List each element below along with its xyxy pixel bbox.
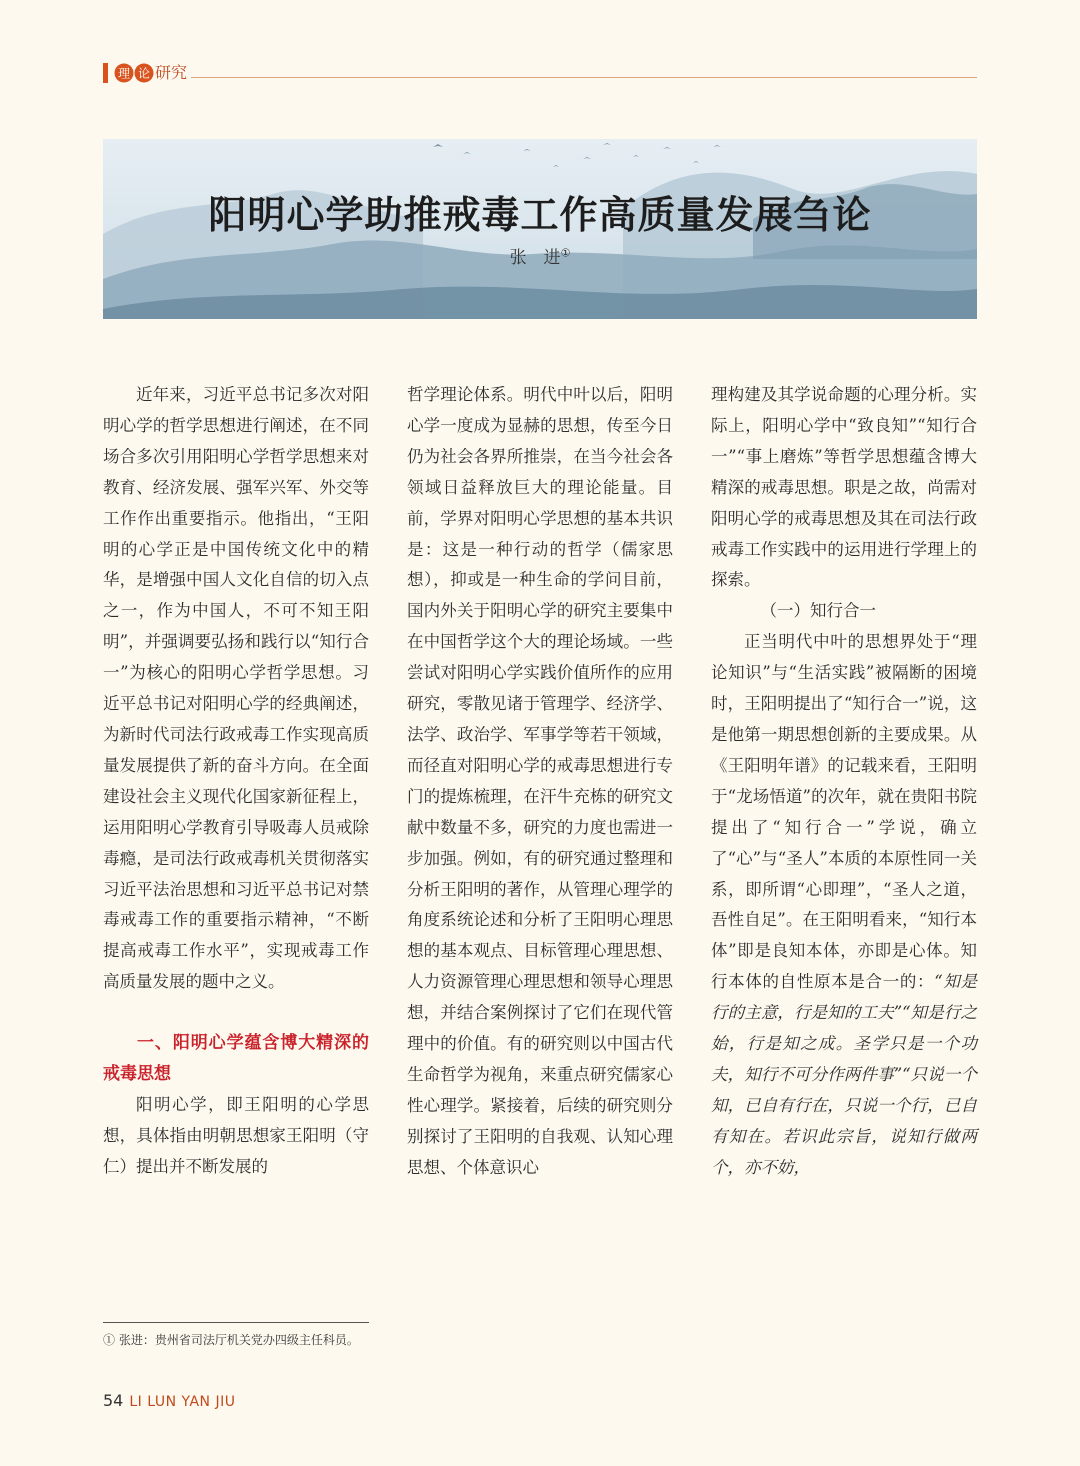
paragraph-continued: 哲学理论体系。明代中叶以后，阳明心学一度成为显赫的思想，传至今日仍为社会各界所推崇，在当今社会各领域日益释放巨大的理论能量。目前，学界对阳明心学思想的基本共识是：这是一种行动的哲学（儒家思想），抑或是一种生命的学问目前，国内外关于阳明心学的研究主要集中在中国哲学这个大的理论场域。一些尝试对阳明心学实践价值所作的应用研究，零散见诸于管理学、经济学、法学、政治学、军事学等若干领域，而径直对阳明心学的戒毒思想进行专门的提炼梳理，在汗牛充栋的研究文献中数量不多，研究的力度也需进一步加强。例如，有的研究通过整理和分析王阳明的著作，从管理心理学的角度系统论述和分析了王阳明心理思想的基本观点、目标管理心理思想、人力资源管理心理思想和领导心理思想，并结合案例探讨了它们在现代管理中的价值。有的研究则以中国古代生命哲学为视角，来重点研究儒家心性心理学。紧接着，后续的研究则分别探讨了王阳明的自我观、认知心理思想、个体意识心: [407, 385, 673, 1177]
svg-text:理: 理: [117, 66, 131, 81]
article-title: 阳明心学助推戒毒工作高质量发展刍论: [208, 193, 872, 237]
text-column-1: [103, 380, 369, 1183]
page-header: [103, 62, 977, 86]
paragraph-intro: 近年来，习近平总书记多次对阳明心学的哲学思想进行阐述，在不同场合多次引用阳明心学哲学思想来对教育、经济发展、强军兴军、外交等工作作出重要指示。他指出，“王阳明的心学正是中国传统文化中的精华，是增强中国人文化自信的切入点之一，作为中国人，不可不知王阳明”，并强调要弘扬和践行以“知行合一”为核心的阳明心学哲学思想。习近平总书记对阳明心学的经典阐述，为新时代司法行政戒毒工作实现高质量发展提供了新的奋斗方向。在全面建设社会主义现代化国家新征程上，运用阳明心学教育引导吸毒人员戒除毒瘾，是司法行政戒毒机关贯彻落实习近平法治思想和习近平总书记对禁毒戒毒工作的重要指示精神，“不断提高戒毒工作水平”，实现戒毒工作高质量发展的题中之义。: [103, 385, 369, 992]
journal-name: LI LUN YAN JIU: [129, 1394, 236, 1410]
footnote-rule: [103, 1322, 369, 1323]
footnote-marker: ①: [560, 246, 571, 260]
page-number: 54: [103, 1391, 124, 1410]
header-rule: [191, 77, 977, 78]
paragraph-zhixingheyi: [711, 627, 977, 1183]
journal-logo-icon: [114, 63, 156, 83]
quotation: “知是行的主意，行是知的工夫”“知是行之始，行是知之成。圣学只是一个功夫，知行不可分作两件事”“只说一个知，已自有行在，只说一个行，已自有知在。若识此宗旨，说知行做两个，亦不妨，: [711, 972, 978, 1177]
author-name: 张 进: [509, 248, 561, 268]
title-banner: [103, 139, 977, 319]
footnote: ① 张进：贵州省司法厅机关党办四级主任科员。: [103, 1333, 359, 1347]
subsection-heading: （一）知行合一: [760, 601, 876, 621]
section-label: 研究: [155, 63, 188, 82]
svg-text:论: 论: [137, 66, 151, 81]
section-heading-1: 一、阳明心学蕴含博大精深的戒毒思想: [103, 1033, 369, 1085]
paragraph-section1-start: 阳明心学，即王阳明的心学思想，具体指由明朝思想家王阳明（守仁）提出并不断发展的: [103, 1094, 369, 1176]
paragraph-continued-2: 理构建及其学说命题的心理分析。实际上，阳明心学中“致良知”“知行合一”“事上磨炼”等哲学思想蕴含博大精深的戒毒思想。职是之故，尚需对阳明心学的戒毒思想及其在司法行政戒毒工作实践中的运用进行学理上的探索。: [711, 385, 977, 590]
paragraph-body: 正当明代中叶的思想界处于“理论知识”与“生活实践”被隔断的困境时，王阳明提出了“知行合一”说，这是他第一期思想创新的主要成果。从《王阳明年谱》的记载来看，王阳明于“龙场悟道”的次年，就在贵阳书院提出了“知行合一”学说，确立了“心”与“圣人”本质的本原性同一关系，即所谓“心即理”，“圣人之道，吾性自足”。在王阳明看来，“知行本体”即是良知本体，亦即是心体。知行本体的自性原本是合一的：: [711, 632, 977, 992]
text-column-3: [711, 380, 977, 1184]
article-author: [103, 243, 977, 268]
header-accent-bar: [103, 63, 108, 83]
text-column-2: [407, 380, 673, 1184]
page-footer: [103, 1391, 235, 1410]
